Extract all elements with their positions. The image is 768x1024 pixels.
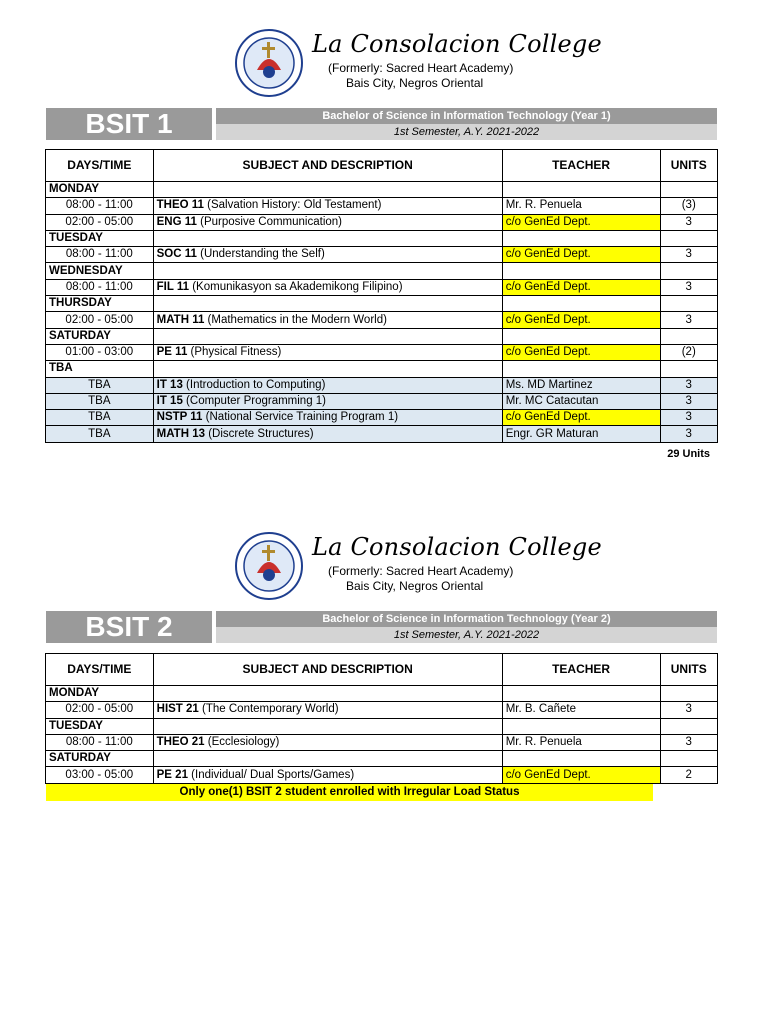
day-label: SATURDAY: [46, 751, 154, 767]
units-cell: 3: [660, 214, 718, 230]
subject-code: FIL 11: [156, 280, 190, 293]
empty-cell: [153, 263, 502, 279]
table-row: [46, 198, 718, 214]
units-cell: 3: [660, 393, 718, 409]
bsit1-total-units: 29 Units: [667, 448, 710, 460]
time-cell: 02:00 - 05:00: [46, 214, 154, 230]
time-cell: 08:00 - 11:00: [46, 198, 154, 214]
table-row: [46, 426, 718, 442]
empty-cell: [153, 328, 502, 344]
day-row: [46, 296, 718, 312]
empty-cell: [660, 230, 718, 246]
subject-description: (Introduction to Computing): [182, 378, 326, 391]
teacher-cell: c/o GenEd Dept.: [502, 214, 660, 230]
table-header-row: [46, 654, 718, 686]
empty-cell: [153, 182, 502, 198]
teacher-cell: Mr. B. Cañete: [502, 702, 660, 718]
college-former-name: (Formerly: Sacred Heart Academy): [328, 61, 514, 75]
empty-cell: [660, 296, 718, 312]
units-cell: 2: [660, 767, 718, 783]
empty-cell: [660, 718, 718, 734]
bsit2-label: BSIT 2: [46, 611, 212, 643]
teacher-cell: c/o GenEd Dept.: [502, 247, 660, 263]
units-cell: 3: [660, 312, 718, 328]
college-location: Bais City, Negros Oriental: [346, 579, 484, 593]
table-row: [46, 702, 718, 718]
subject-cell: [153, 247, 502, 263]
empty-cell: [502, 328, 660, 344]
empty-cell: [502, 263, 660, 279]
empty-cell: [660, 686, 718, 702]
day-label: TUESDAY: [46, 718, 154, 734]
subject-code: IT 15: [156, 395, 183, 407]
time-cell: 08:00 - 11:00: [46, 279, 154, 295]
empty-cell: [502, 230, 660, 246]
subject-code: NSTP 11: [156, 411, 203, 424]
subject-description: (Purposive Communication): [196, 215, 343, 228]
subject-description: (Mathematics in the Modern World): [204, 313, 387, 326]
subject-code: ENG 11: [156, 215, 197, 228]
empty-cell: [660, 328, 718, 344]
college-seal-icon: [234, 28, 304, 98]
time-cell: 01:00 - 03:00: [46, 344, 154, 360]
day-row: [46, 751, 718, 767]
empty-cell: [660, 263, 718, 279]
bsit1-semester: 1st Semester, A.Y. 2021-2022: [216, 124, 717, 140]
table-row: [46, 767, 718, 783]
empty-cell: [502, 686, 660, 702]
empty-cell: [660, 182, 718, 198]
day-row: [46, 263, 718, 279]
table-header-row: [46, 150, 718, 182]
subject-code: THEO 21: [156, 736, 205, 749]
day-row: [46, 182, 718, 198]
bsit2-schedule-table: [45, 653, 718, 784]
college-former-name: (Formerly: Sacred Heart Academy): [328, 564, 514, 578]
subject-code: PE 11: [156, 346, 188, 359]
empty-cell: [502, 751, 660, 767]
teacher-cell: c/o GenEd Dept.: [502, 279, 660, 295]
subject-cell: [153, 393, 502, 409]
teacher-cell: c/o GenEd Dept.: [502, 767, 660, 783]
empty-cell: [153, 751, 502, 767]
day-row: [46, 230, 718, 246]
col-subject: SUBJECT AND DESCRIPTION: [153, 150, 502, 182]
time-cell: 08:00 - 11:00: [46, 734, 154, 750]
table-row: [46, 410, 718, 426]
col-days-time: DAYS/TIME: [46, 654, 154, 686]
subject-description: (Physical Fitness): [187, 346, 282, 359]
time-cell: 03:00 - 05:00: [46, 767, 154, 783]
bsit2-irregular-note: Only one(1) BSIT 2 student enrolled with Irregular Load Status: [46, 784, 653, 801]
subject-description: (National Service Training Program 1): [202, 411, 399, 424]
table-row: [46, 344, 718, 360]
subject-cell: [153, 279, 502, 295]
table-row: [46, 377, 718, 393]
empty-cell: [502, 361, 660, 377]
time-cell: TBA: [46, 393, 154, 409]
bsit1-label: BSIT 1: [46, 108, 212, 140]
units-cell: (2): [660, 344, 718, 360]
bsit2-program: Bachelor of Science in Information Technology (Year 2): [216, 611, 717, 627]
day-row: [46, 718, 718, 734]
subject-description: (Computer Programming 1): [182, 395, 327, 407]
subject-code: THEO 11: [156, 199, 204, 212]
empty-cell: [502, 296, 660, 312]
subject-description: (Komunikasyon sa Akademikong Filipino): [189, 280, 403, 293]
subject-description: (Understanding the Self): [196, 248, 325, 261]
units-cell: 3: [660, 377, 718, 393]
teacher-cell: Ms. MD Martinez: [502, 377, 660, 393]
teacher-cell: Mr. R. Penuela: [502, 198, 660, 214]
col-days-time: DAYS/TIME: [46, 150, 154, 182]
empty-cell: [660, 751, 718, 767]
subject-cell: [153, 734, 502, 750]
subject-code: HIST 21: [156, 703, 199, 716]
units-cell: 3: [660, 410, 718, 426]
table-row: [46, 279, 718, 295]
day-label: THURSDAY: [46, 296, 154, 312]
subject-cell: [153, 410, 502, 426]
subject-code: MATH 11: [156, 313, 205, 326]
subject-description: (The Contemporary World): [198, 703, 339, 716]
teacher-cell: Engr. GR Maturan: [502, 426, 660, 442]
bsit1-program: Bachelor of Science in Information Technology (Year 1): [216, 108, 717, 124]
empty-cell: [153, 718, 502, 734]
empty-cell: [153, 230, 502, 246]
time-cell: 02:00 - 05:00: [46, 702, 154, 718]
teacher-cell: Mr. R. Penuela: [502, 734, 660, 750]
bsit2-semester: 1st Semester, A.Y. 2021-2022: [216, 627, 717, 643]
subject-cell: [153, 426, 502, 442]
bsit1-schedule-table: [45, 149, 718, 443]
teacher-cell: Mr. MC Catacutan: [502, 393, 660, 409]
time-cell: TBA: [46, 377, 154, 393]
col-units: UNITS: [660, 150, 718, 182]
subject-cell: [153, 312, 502, 328]
college-header: [230, 531, 602, 611]
table-row: [46, 312, 718, 328]
subject-description: (Ecclesiology): [204, 736, 280, 749]
teacher-cell: c/o GenEd Dept.: [502, 410, 660, 426]
empty-cell: [502, 182, 660, 198]
subject-description: (Discrete Structures): [205, 427, 314, 440]
day-label: WEDNESDAY: [46, 263, 154, 279]
col-teacher: TEACHER: [502, 654, 660, 686]
col-subject: SUBJECT AND DESCRIPTION: [153, 654, 502, 686]
time-cell: TBA: [46, 410, 154, 426]
day-row: [46, 328, 718, 344]
college-header: [230, 28, 602, 108]
day-row: [46, 361, 718, 377]
day-label: MONDAY: [46, 686, 154, 702]
subject-cell: [153, 214, 502, 230]
college-name: La Consolacion College: [312, 30, 602, 58]
day-row: [46, 686, 718, 702]
col-units: UNITS: [660, 654, 718, 686]
units-cell: 3: [660, 279, 718, 295]
day-label: TBA: [46, 361, 154, 377]
units-cell: 3: [660, 426, 718, 442]
table-row: [46, 393, 718, 409]
col-teacher: TEACHER: [502, 150, 660, 182]
subject-cell: [153, 702, 502, 718]
time-cell: TBA: [46, 426, 154, 442]
time-cell: 08:00 - 11:00: [46, 247, 154, 263]
subject-description: (Individual/ Dual Sports/Games): [187, 768, 355, 781]
units-cell: (3): [660, 198, 718, 214]
teacher-cell: c/o GenEd Dept.: [502, 312, 660, 328]
time-cell: 02:00 - 05:00: [46, 312, 154, 328]
subject-cell: [153, 377, 502, 393]
units-cell: 3: [660, 247, 718, 263]
day-label: TUESDAY: [46, 230, 154, 246]
table-row: [46, 247, 718, 263]
college-seal-icon: [234, 531, 304, 601]
empty-cell: [153, 686, 502, 702]
units-cell: 3: [660, 702, 718, 718]
units-cell: 3: [660, 734, 718, 750]
subject-description: (Salvation History: Old Testament): [203, 199, 382, 212]
subject-code: IT 13: [156, 378, 183, 391]
empty-cell: [660, 361, 718, 377]
subject-cell: [153, 344, 502, 360]
empty-cell: [153, 296, 502, 312]
teacher-cell: c/o GenEd Dept.: [502, 344, 660, 360]
subject-code: MATH 13: [156, 427, 205, 440]
table-row: [46, 214, 718, 230]
college-name: La Consolacion College: [312, 533, 602, 561]
empty-cell: [502, 718, 660, 734]
subject-code: PE 21: [156, 768, 188, 781]
table-row: [46, 734, 718, 750]
day-label: SATURDAY: [46, 328, 154, 344]
subject-code: SOC 11: [156, 248, 197, 261]
day-label: MONDAY: [46, 182, 154, 198]
college-location: Bais City, Negros Oriental: [346, 76, 484, 90]
subject-cell: [153, 198, 502, 214]
empty-cell: [153, 361, 502, 377]
subject-cell: [153, 767, 502, 783]
